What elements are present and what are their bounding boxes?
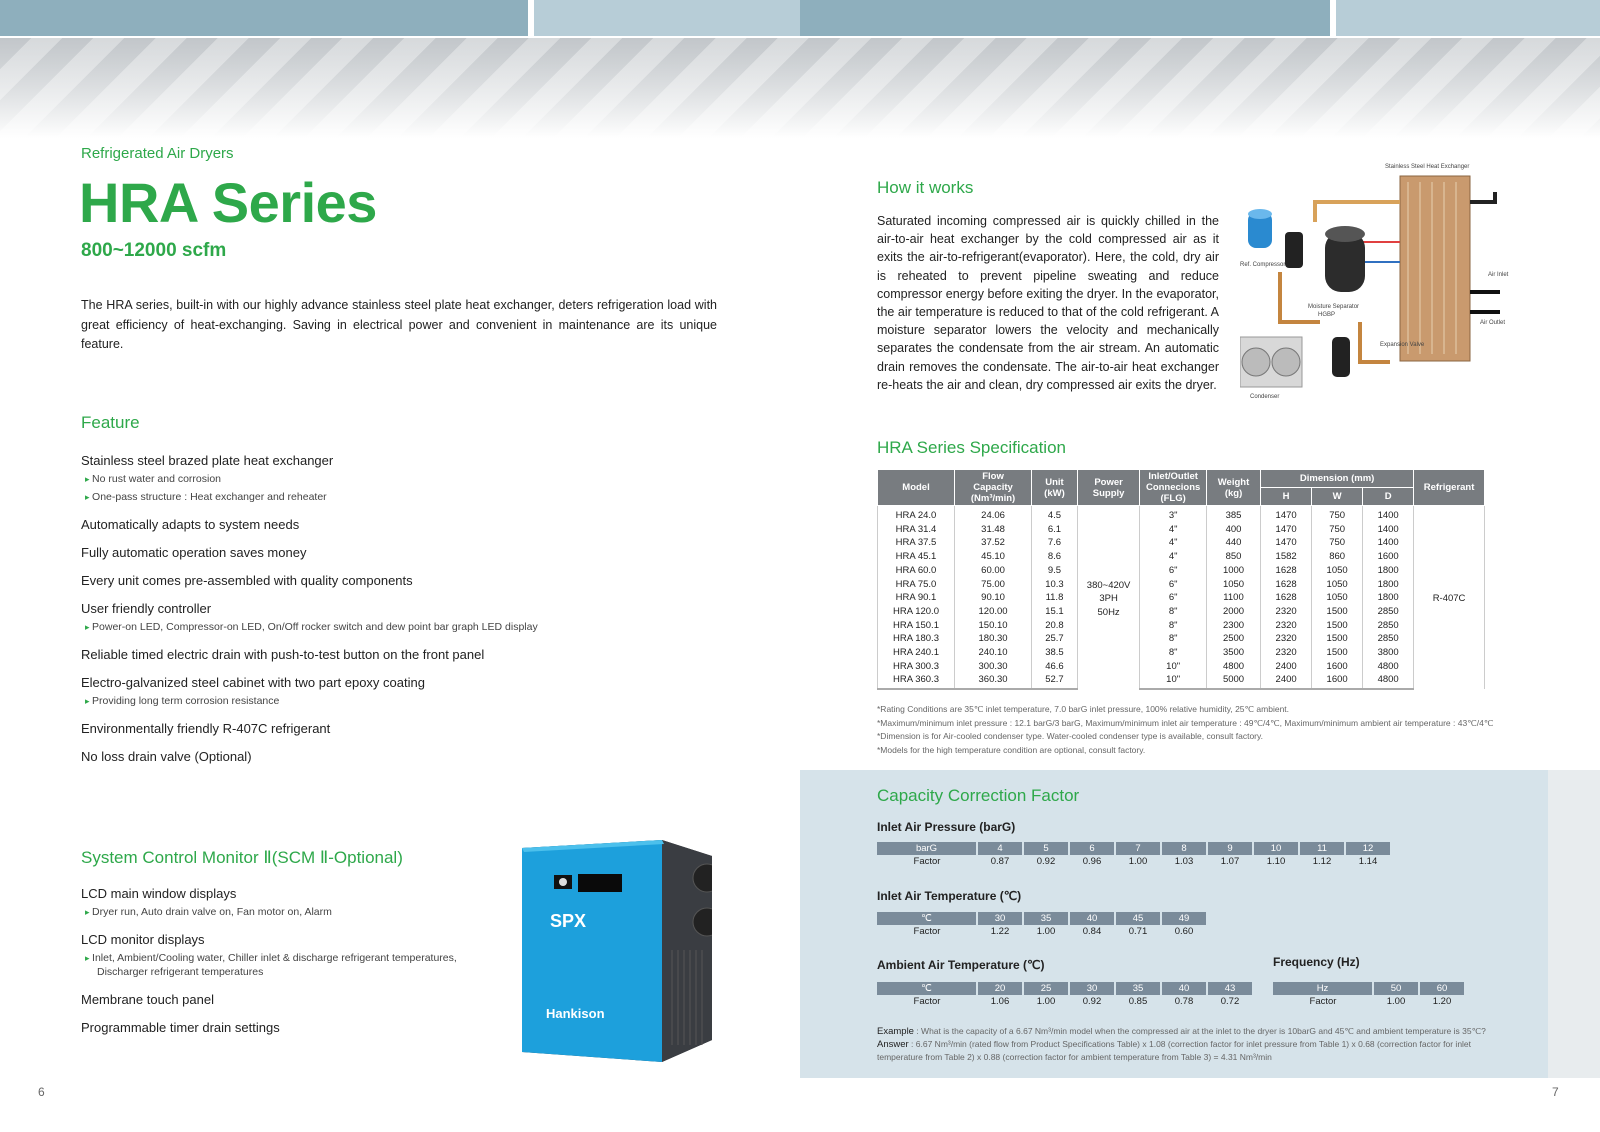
table-cell: 1600: [1312, 660, 1363, 674]
page-title: HRA Series: [79, 171, 377, 234]
cf-value: 6: [1069, 842, 1115, 855]
table-cell: 2320: [1261, 605, 1312, 619]
ccf-panel-edge: [1548, 770, 1600, 1078]
table-cell: 6": [1140, 591, 1207, 605]
col-flow: Flow Capacity (Nm³/min): [955, 470, 1032, 506]
feature-subitem: [85, 951, 501, 979]
cf-value: 4: [977, 842, 1023, 855]
table-cell: 2320: [1261, 646, 1312, 660]
power-supply-line: 380~420V: [1086, 579, 1131, 591]
table-cell: 1470: [1261, 523, 1312, 537]
note-line: *Rating Conditions are 35℃ inlet temperature, 7.0 barG inlet pressure, 100% relative humidity, 25℃ ambient.: [877, 704, 1290, 714]
cf-value: 5: [1023, 842, 1069, 855]
feature-text: Environmentally friendly R-407C refrigerant: [81, 721, 331, 736]
cf-unit: Hz: [1273, 982, 1373, 995]
table-cell: 1500: [1312, 632, 1363, 646]
feature-text: Programmable timer drain settings: [81, 1020, 280, 1035]
feature-text: LCD monitor displays: [81, 932, 205, 947]
cf-factor-row: [877, 855, 1391, 868]
col-dimension: Dimension (mm): [1261, 470, 1414, 488]
page-subtitle: Refrigerated Air Dryers: [81, 145, 234, 162]
table-cell: 1000: [1206, 564, 1260, 578]
feature-list: [81, 453, 721, 777]
diagram-label: Moisture Separator: [1308, 304, 1360, 310]
cf-value: 60: [1419, 982, 1465, 995]
frequency-title: Frequency (Hz): [1273, 955, 1360, 969]
cf-factor-label: Factor: [913, 926, 941, 937]
table-cell: HRA 240.1: [878, 646, 955, 660]
feature-subitem-text: Dryer run, Auto drain valve on, Fan motor on, Alarm: [92, 906, 332, 918]
cf-unit: ℃: [877, 912, 977, 925]
cf-factor: 1.07: [1220, 856, 1240, 867]
col-d: D: [1363, 488, 1414, 506]
table-cell: HRA 37.5: [878, 536, 955, 550]
table-cell: 4": [1140, 536, 1207, 550]
cf-factor: 1.00: [1386, 996, 1406, 1007]
spec-notes: [877, 703, 1493, 757]
feature-text: Electro-galvanized steel cabinet with two part epoxy coating: [81, 675, 425, 690]
cf-unit: barG: [877, 842, 977, 855]
feature-text: Every unit comes pre-assembled with quality components: [81, 573, 413, 588]
power-supply-line: 50Hz: [1097, 606, 1120, 618]
spec-heading: HRA Series Specification: [877, 438, 1066, 457]
cf-factor: 0.92: [1082, 996, 1102, 1007]
power-supply-cell: [1077, 506, 1139, 690]
col-w: W: [1312, 488, 1363, 506]
table-cell: 120.00: [955, 605, 1032, 619]
table-cell: 1600: [1312, 673, 1363, 689]
cf-factor: 1.20: [1432, 996, 1452, 1007]
cf-value: 11: [1299, 842, 1345, 855]
cf-value: 12: [1345, 842, 1391, 855]
table-cell: 2400: [1261, 673, 1312, 689]
col-h: H: [1261, 488, 1312, 506]
cf-factor: 0.84: [1082, 926, 1102, 937]
diagram-label: Ref. Compressor: [1240, 262, 1286, 268]
feature-subitem: [85, 694, 721, 708]
ambient-temp-table: [877, 982, 1254, 1008]
cf-value: 7: [1115, 842, 1161, 855]
example-text: : What is the capacity of a 6.67 Nm³/min model when the compressed air at the inlet to the dryer is 10barG and 45℃ and ambient temperature is 35℃?: [913, 1026, 1486, 1036]
ambient-temp-title: Ambient Air Temperature (℃): [877, 958, 1045, 972]
feature-item: [81, 453, 721, 504]
table-cell: 750: [1312, 536, 1363, 550]
note-line: *Models for the high temperature condition are optional, consult factory.: [877, 744, 1146, 755]
table-cell: HRA 31.4: [878, 523, 955, 537]
table-cell: HRA 90.1: [878, 591, 955, 605]
table-cell: 1582: [1261, 550, 1312, 564]
diagram-label: Stainless Steel Heat Exchanger: [1385, 164, 1470, 170]
product-logo: Hankison: [546, 1006, 605, 1021]
table-cell: HRA 75.0: [878, 578, 955, 592]
table-cell: 180.30: [955, 632, 1032, 646]
diagram-label: HGBP: [1318, 312, 1336, 318]
intro-paragraph: The HRA series, built-in with our highly advance stainless steel plate heat exchanger, deters refrigeration load with great efficiency of heat-exchanging. Saving in electrical power and convenient in maintenance are its unique feature.: [81, 298, 717, 351]
example-block: [877, 1025, 1507, 1063]
cf-factor-label: Factor: [1309, 996, 1337, 1007]
table-cell: 2850: [1363, 605, 1414, 619]
table-cell: 400: [1206, 523, 1260, 537]
cf-value: 10: [1253, 842, 1299, 855]
table-cell: 1800: [1363, 591, 1414, 605]
table-cell: 1628: [1261, 591, 1312, 605]
table-cell: 3500: [1206, 646, 1260, 660]
cf-value: 35: [1115, 982, 1161, 995]
feature-item: [81, 601, 721, 634]
table-cell: 8": [1140, 646, 1207, 660]
cf-value: 45: [1115, 912, 1161, 925]
table-cell: 2500: [1206, 632, 1260, 646]
table-cell: HRA 180.3: [878, 632, 955, 646]
table-cell: 8.6: [1032, 550, 1078, 564]
header-bar: [0, 0, 528, 36]
table-cell: 1050: [1312, 564, 1363, 578]
cf-factor: 1.12: [1312, 856, 1332, 867]
table-cell: 4": [1140, 523, 1207, 537]
cf-value: 30: [1069, 982, 1115, 995]
cf-factor: 0.72: [1220, 996, 1240, 1007]
table-row: [878, 591, 1485, 605]
table-cell: 52.7: [1032, 673, 1078, 689]
cf-value: 50: [1373, 982, 1419, 995]
feature-item: [81, 721, 721, 736]
scm-heading: System Control Monitor Ⅱ(SCM Ⅱ-Optional): [81, 848, 403, 867]
feature-item: [81, 932, 501, 979]
scm-list: [81, 886, 501, 1048]
col-inlet: Inlet/Outlet Connecions (FLG): [1140, 470, 1207, 506]
cf-factor: 1.22: [990, 926, 1010, 937]
feature-item: [81, 675, 721, 708]
cf-value: 35: [1023, 912, 1069, 925]
feature-subitem: [85, 490, 721, 504]
table-cell: 1050: [1312, 591, 1363, 605]
cf-value: 25: [1023, 982, 1069, 995]
table-cell: 1400: [1363, 506, 1414, 523]
frequency-table: [1273, 982, 1466, 1008]
feature-item: [81, 749, 721, 764]
example-label: Example: [877, 1026, 914, 1037]
how-it-works-heading: How it works: [877, 178, 974, 197]
cf-unit: ℃: [877, 982, 977, 995]
cf-value: 43: [1207, 982, 1253, 995]
table-cell: 2000: [1206, 605, 1260, 619]
brand-logo: SPX: [550, 911, 587, 931]
cf-factor: 0.87: [990, 856, 1010, 867]
table-cell: 37.52: [955, 536, 1032, 550]
table-cell: 4800: [1363, 673, 1414, 689]
diagram-label: Air Inlet: [1488, 272, 1509, 278]
header-pattern: [0, 38, 1600, 138]
table-row: [878, 506, 1485, 523]
feature-subitem: [85, 472, 721, 486]
table-row: [878, 550, 1485, 564]
table-row: [878, 673, 1485, 689]
feature-text: LCD main window displays: [81, 886, 237, 901]
cf-factor: 1.00: [1036, 926, 1056, 937]
table-cell: 2320: [1261, 619, 1312, 633]
table-row: [878, 619, 1485, 633]
table-cell: 1400: [1363, 536, 1414, 550]
table-row: [878, 646, 1485, 660]
table-row: [878, 578, 1485, 592]
table-cell: 1600: [1363, 550, 1414, 564]
pressure-title: Inlet Air Pressure (barG): [877, 820, 1016, 834]
table-cell: 11.8: [1032, 591, 1078, 605]
table-cell: 1800: [1363, 564, 1414, 578]
table-cell: 25.7: [1032, 632, 1078, 646]
table-cell: 1500: [1312, 646, 1363, 660]
feature-item: [81, 545, 721, 560]
table-cell: HRA 300.3: [878, 660, 955, 674]
cf-header-row: [877, 912, 1207, 925]
table-cell: HRA 24.0: [878, 506, 955, 523]
system-diagram: [1240, 162, 1515, 412]
table-row: [878, 536, 1485, 550]
feature-heading: Feature: [81, 413, 140, 432]
table-cell: 1050: [1312, 578, 1363, 592]
cf-value: 20: [977, 982, 1023, 995]
table-cell: 10": [1140, 673, 1207, 689]
table-cell: 46.6: [1032, 660, 1078, 674]
feature-item: [81, 573, 721, 588]
table-cell: 31.48: [955, 523, 1032, 537]
table-cell: 8": [1140, 619, 1207, 633]
power-supply-line: 3PH: [1099, 593, 1118, 605]
spec-table: [877, 469, 1485, 690]
table-cell: 2320: [1261, 632, 1312, 646]
table-cell: 38.5: [1032, 646, 1078, 660]
table-cell: 1050: [1206, 578, 1260, 592]
table-cell: 9.5: [1032, 564, 1078, 578]
feature-item: [81, 647, 721, 662]
table-row: [878, 523, 1485, 537]
refrigerant-cell: R-407C: [1414, 506, 1485, 690]
feature-item: [81, 517, 721, 532]
table-cell: 3": [1140, 506, 1207, 523]
cf-header-row: [1273, 982, 1465, 995]
feature-text: Stainless steel brazed plate heat exchanger: [81, 453, 334, 468]
product-image: [512, 830, 712, 1062]
col-unit: Unit (kW): [1032, 470, 1078, 506]
cf-factor-row: [877, 925, 1207, 938]
table-cell: 1470: [1261, 506, 1312, 523]
feature-subitem-text: No rust water and corrosion: [92, 473, 222, 485]
table-cell: HRA 150.1: [878, 619, 955, 633]
table-cell: 7.6: [1032, 536, 1078, 550]
cf-factor: 1.00: [1128, 856, 1148, 867]
table-cell: 6.1: [1032, 523, 1078, 537]
feature-text: No loss drain valve (Optional): [81, 749, 252, 764]
cf-value: 40: [1069, 912, 1115, 925]
feature-subitem-text: Inlet, Ambient/Cooling water, Chiller inlet & discharge refrigerant temperatures,: [92, 952, 457, 964]
answer-text: : 6.67 Nm³/min (rated flow from Product Specifications Table) x 1.08 (correction factor for inlet pressure from Table 1) x 0.68 (correction factor for inlet temperature from Table 2) x 0.88 (correction factor for ambient temperature from Table 3) = 4.31 Nm³/min: [877, 1039, 1472, 1062]
capacity-range: 800~12000 scfm: [81, 240, 227, 261]
table-cell: HRA 45.1: [878, 550, 955, 564]
table-cell: 60.00: [955, 564, 1032, 578]
table-cell: 750: [1312, 523, 1363, 537]
table-cell: 8": [1140, 632, 1207, 646]
inlet-temp-table: [877, 912, 1208, 938]
col-weight: Weight (kg): [1206, 470, 1260, 506]
table-cell: 300.30: [955, 660, 1032, 674]
feature-item: [81, 1020, 501, 1035]
header-bar: [1336, 0, 1600, 36]
table-cell: 1500: [1312, 605, 1363, 619]
page-number: 6: [38, 1085, 45, 1099]
table-cell: 10.3: [1032, 578, 1078, 592]
diagram-label: Air Outlet: [1480, 320, 1506, 326]
cf-value: 30: [977, 912, 1023, 925]
cf-factor-label: Factor: [913, 996, 941, 1007]
ccf-heading: Capacity Correction Factor: [877, 786, 1080, 805]
answer-label: Answer: [877, 1039, 909, 1050]
table-cell: HRA 360.3: [878, 673, 955, 689]
feature-subitem-text: Power-on LED, Compressor-on LED, On/Off rocker switch and dew point bar graph LED display: [92, 621, 538, 633]
table-cell: 45.10: [955, 550, 1032, 564]
table-cell: 150.10: [955, 619, 1032, 633]
feature-subitem: [85, 620, 721, 634]
cf-value: 8: [1161, 842, 1207, 855]
cf-factor: 0.96: [1082, 856, 1102, 867]
cf-factor: 0.78: [1174, 996, 1194, 1007]
cf-header-row: [877, 982, 1253, 995]
cf-factor-label: Factor: [913, 856, 941, 867]
table-cell: 90.10: [955, 591, 1032, 605]
table-cell: 1628: [1261, 564, 1312, 578]
diagram-label: Expansion Valve: [1380, 342, 1425, 348]
table-cell: 75.00: [955, 578, 1032, 592]
table-cell: 850: [1206, 550, 1260, 564]
table-cell: 1400: [1363, 523, 1414, 537]
table-cell: 385: [1206, 506, 1260, 523]
table-cell: 860: [1312, 550, 1363, 564]
table-cell: 5000: [1206, 673, 1260, 689]
feature-subitem-text: One-pass structure : Heat exchanger and reheater: [92, 491, 327, 503]
table-cell: 3800: [1363, 646, 1414, 660]
table-cell: 750: [1312, 506, 1363, 523]
feature-subitem: [85, 905, 501, 919]
cf-factor: 0.60: [1174, 926, 1194, 937]
cf-header-row: [877, 842, 1391, 855]
diagram-label: Condenser: [1250, 394, 1280, 400]
cf-factor: 0.71: [1128, 926, 1148, 937]
table-row: [878, 605, 1485, 619]
table-cell: 24.06: [955, 506, 1032, 523]
feature-item: [81, 992, 501, 1007]
pressure-table: [877, 842, 1392, 868]
cf-factor: 1.03: [1174, 856, 1194, 867]
table-cell: 2850: [1363, 619, 1414, 633]
cf-factor: 0.85: [1128, 996, 1148, 1007]
table-cell: 1628: [1261, 578, 1312, 592]
cf-value: 9: [1207, 842, 1253, 855]
table-cell: 440: [1206, 536, 1260, 550]
cf-value: 49: [1161, 912, 1207, 925]
table-row: [878, 660, 1485, 674]
table-cell: 15.1: [1032, 605, 1078, 619]
table-cell: 8": [1140, 605, 1207, 619]
cf-factor-row: [877, 995, 1253, 1008]
feature-text: Fully automatic operation saves money: [81, 545, 307, 560]
table-cell: 4.5: [1032, 506, 1078, 523]
table-cell: 6": [1140, 564, 1207, 578]
how-it-works-text: Saturated incoming compressed air is quickly chilled in the air-to-air heat exchanger by the cold compressed air as it exits the air-to-refrigerant(evaporator). Here, the cold, dry air is reheated to prevent pipeline sweating and reduce compressor energy before exiting the dryer. In the evaporator, the air temperature is reduced to that of the cold refrigerant. A moisture separator lowers the velocity and mechanically separates the condensate from the air stream. An automatic drain removes the condensate. The air-to-air heat exchanger re-heats the air and clean, dry compressed air exits the dryer.: [877, 214, 1219, 392]
cf-factor: 1.10: [1266, 856, 1286, 867]
table-cell: 4800: [1363, 660, 1414, 674]
table-cell: HRA 60.0: [878, 564, 955, 578]
cf-factor: 0.92: [1036, 856, 1056, 867]
note-line: *Dimension is for Air-cooled condenser type. Water-cooled condenser type is available, consult factory.: [877, 731, 1263, 741]
feature-item: [81, 886, 501, 919]
feature-subitem-text: Providing long term corrosion resistance: [92, 695, 280, 707]
header-bar: [800, 0, 1330, 36]
table-cell: 10": [1140, 660, 1207, 674]
cf-value: 40: [1161, 982, 1207, 995]
feature-text: Membrane touch panel: [81, 992, 214, 1007]
table-cell: 360.30: [955, 673, 1032, 689]
table-cell: 6": [1140, 578, 1207, 592]
feature-text: Reliable timed electric drain with push-to-test button on the front panel: [81, 647, 485, 662]
table-cell: 1100: [1206, 591, 1260, 605]
col-power: Power Supply: [1077, 470, 1139, 506]
table-row: [878, 564, 1485, 578]
inlet-temp-title: Inlet Air Temperature (℃): [877, 889, 1022, 903]
feature-subitem-text: Discharger refrigerant temperatures: [97, 966, 264, 978]
table-cell: HRA 120.0: [878, 605, 955, 619]
table-cell: 240.10: [955, 646, 1032, 660]
table-cell: 2850: [1363, 632, 1414, 646]
col-refrigerant: Refrigerant: [1414, 470, 1485, 506]
page-number: 7: [1552, 1085, 1559, 1099]
table-cell: 1500: [1312, 619, 1363, 633]
table-cell: 1470: [1261, 536, 1312, 550]
cf-factor-row: [1273, 995, 1465, 1008]
feature-text: User friendly controller: [81, 601, 212, 616]
cf-factor: 1.06: [990, 996, 1010, 1007]
col-model: Model: [878, 470, 955, 506]
table-cell: 1800: [1363, 578, 1414, 592]
table-row: [878, 632, 1485, 646]
table-cell: 20.8: [1032, 619, 1078, 633]
header-bar: [534, 0, 800, 36]
table-cell: 2400: [1261, 660, 1312, 674]
cf-factor: 1.00: [1036, 996, 1056, 1007]
table-cell: 4": [1140, 550, 1207, 564]
feature-text: Automatically adapts to system needs: [81, 517, 300, 532]
table-cell: 2300: [1206, 619, 1260, 633]
table-cell: 4800: [1206, 660, 1260, 674]
note-line: *Maximum/minimum inlet pressure : 12.1 barG/3 barG, Maximum/minimum inlet air temperature : 49℃/4℃, Maximum/minimum ambient air temperature : 43℃/4℃: [877, 717, 1494, 728]
cf-factor: 1.14: [1358, 856, 1378, 867]
